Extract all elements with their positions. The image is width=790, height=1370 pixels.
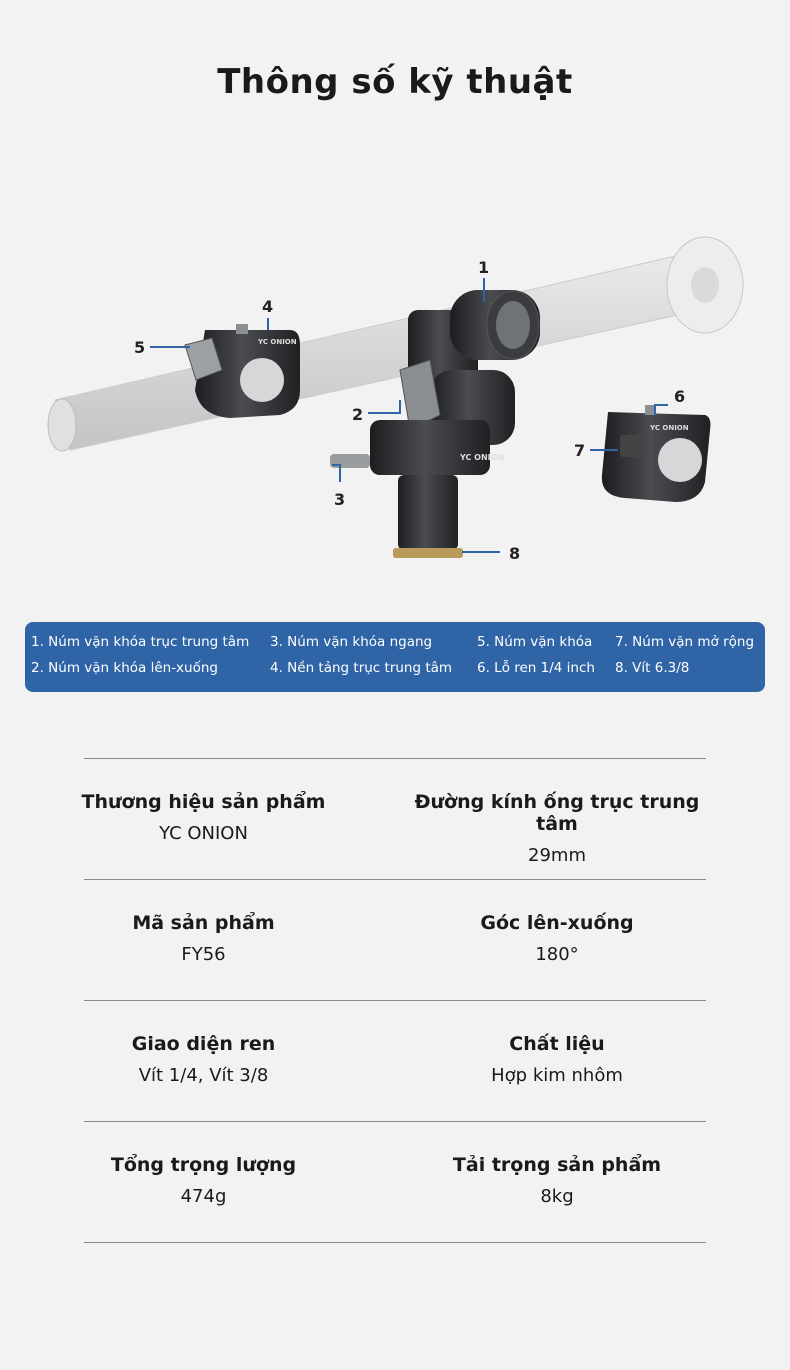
callout-6: 6 [674,387,686,406]
right-clamp-brand-text: YC ONION [650,424,689,432]
spec-row [84,1121,706,1243]
legend-item: 4. Nền tảng trục trung tâm [270,660,453,676]
spec-value: FY56 [181,944,226,965]
callout-7: 7 [574,441,586,460]
spec-label: Chất liệu [509,1033,605,1055]
spec-label: Giao diện ren [131,1033,276,1055]
legend-item: 5. Núm vặn khóa [477,634,593,650]
callout-8: 8 [509,544,521,563]
spec-table [81,758,706,1243]
callout-5: 5 [134,338,146,357]
legend-item: 3. Núm vặn khóa ngang [270,634,433,650]
spec-label: Đường kính ống trục trung tâm [414,791,700,835]
spec-row [84,879,706,1000]
legend-item: 2. Núm vặn khóa lên-xuống [31,660,218,676]
spec-row [81,758,706,879]
spec-label: Góc lên-xuống [480,912,634,934]
spec-row [84,1000,706,1121]
spec-value: 29mm [528,845,586,866]
callout-4: 4 [262,297,274,316]
spec-value: 180° [535,944,579,965]
spec-value: Hợp kim nhôm [491,1065,623,1086]
product-diagram [0,220,790,600]
parts-legend [25,622,765,692]
spec-label: Thương hiệu sản phẩm [81,791,326,813]
left-clamp-brand-text: YC ONION [258,338,297,346]
callout-1: 1 [478,258,490,277]
callout-3: 3 [334,490,346,509]
legend-item: 7. Núm vặn mở rộng [615,634,755,650]
spec-label: Mã sản phẩm [132,912,275,934]
head-brand-text: YC ONION [460,453,505,462]
page-title: Thông số kỹ thuật [217,62,573,102]
spec-value: 8kg [540,1186,574,1207]
spec-label: Tổng trọng lượng [110,1154,297,1176]
callout-2: 2 [352,405,364,424]
spec-value: Vít 1/4, Vít 3/8 [138,1065,269,1086]
spec-value: YC ONION [159,823,248,844]
legend-item: 1. Núm vặn khóa trục trung tâm [31,634,250,650]
right-clamp [602,405,711,502]
spec-value: 474g [180,1186,227,1207]
legend-item: 6. Lỗ ren 1/4 inch [477,660,595,676]
spec-label: Tải trọng sản phẩm [452,1154,662,1176]
legend-item: 8. Vít 6.3/8 [615,660,690,676]
left-clamp [185,324,300,418]
